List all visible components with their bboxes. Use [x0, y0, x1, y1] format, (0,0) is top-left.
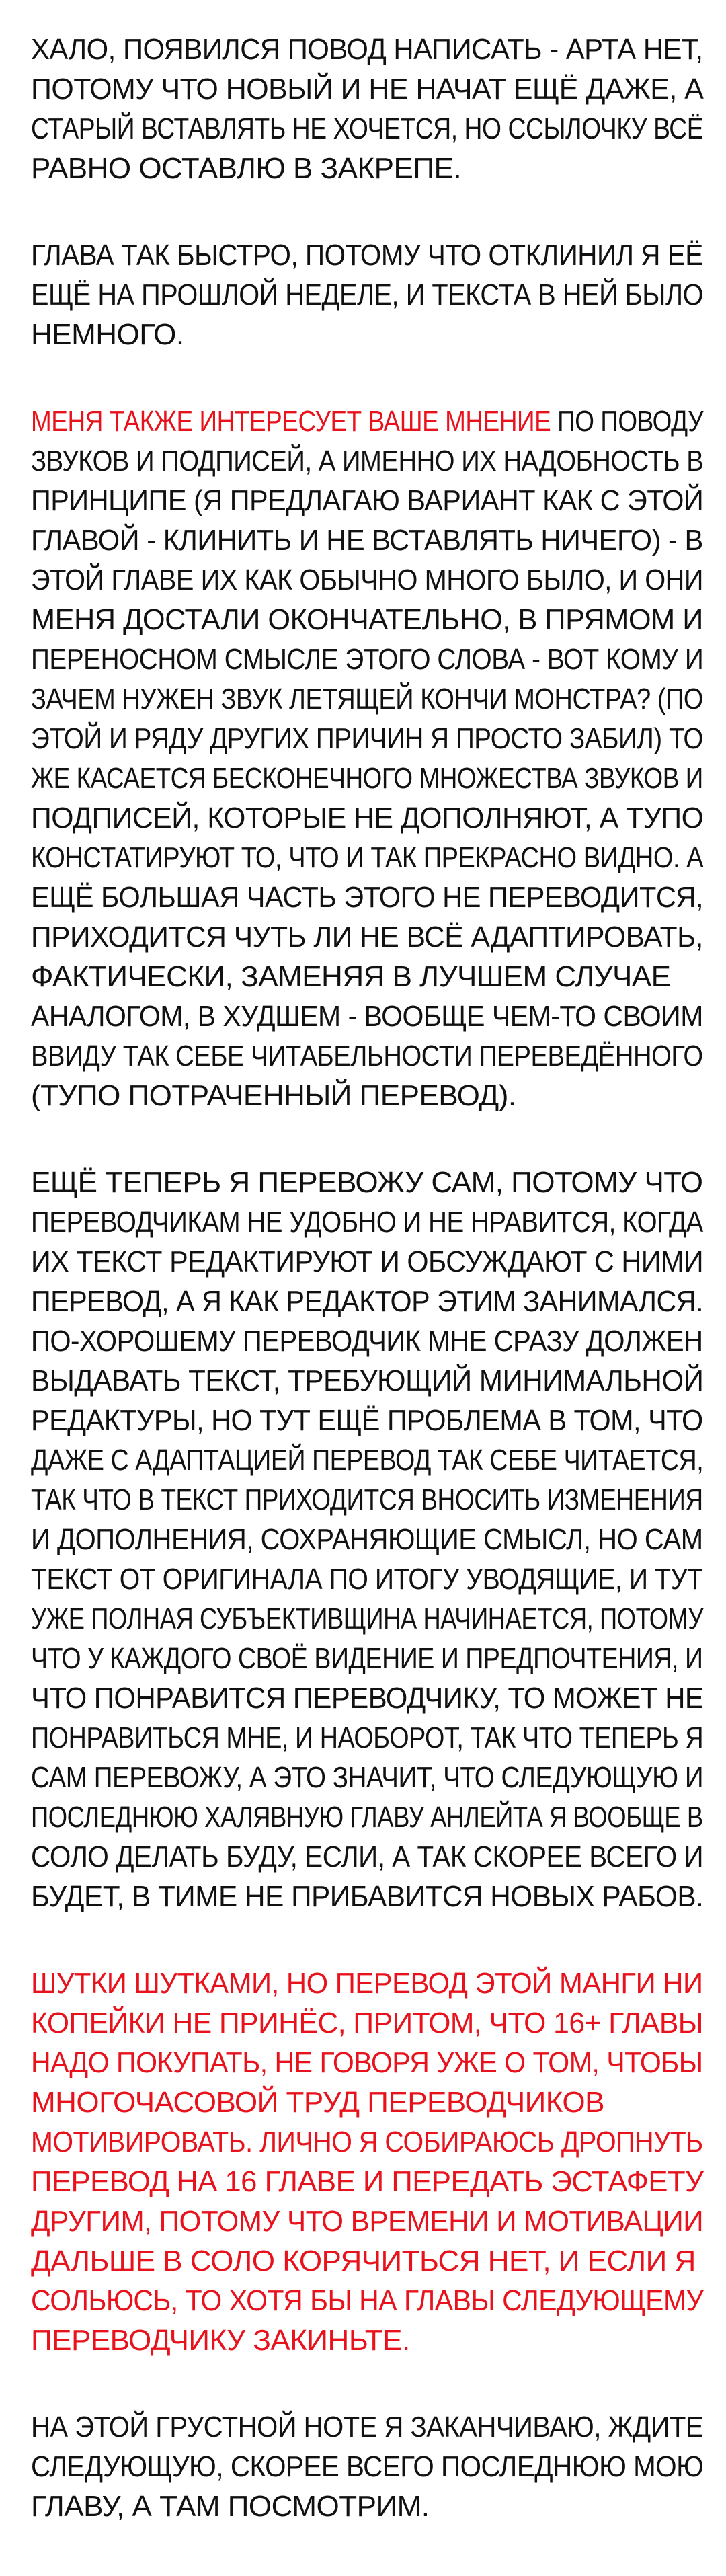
text-line: САМ ПЕРЕВОЖУ, А ЭТО ЗНАЧИТ, ЧТО СЛЕДУЮЩУЮ И	[31, 1761, 704, 1794]
text-line: РЕДАКТУРЫ, НО ТУТ ЕЩЁ ПРОБЛЕМА В ТОМ, ЧТО	[31, 1404, 703, 1437]
text-line: ПЕРЕВОД НА 16 ГЛАВЕ И ПЕРЕДАТЬ ЭСТАФЕТУ	[31, 2165, 704, 2198]
text-line: ПЕРЕВОДЧИКУ ЗАКИНЬТЕ.	[31, 2324, 410, 2357]
text-line	[31, 401, 704, 441]
text-line: ПОСЛЕДНЮЮ ХАЛЯВНУЮ ГЛАВУ АНЛЕЙТА Я ВООБЩЕ В	[31, 1801, 703, 1834]
text-line: ВВИДУ ТАК СЕБЕ ЧИТАБЕЛЬНОСТИ ПЕРЕВЕДЁННОГО	[31, 1040, 703, 1072]
text-line: ЗАЧЕМ НУЖЕН ЗВУК ЛЕТЯЩЕЙ КОНЧИ МОНСТРА? (ПО	[31, 682, 703, 715]
text-line: БУДЕТ, В ТИМЕ НЕ ПРИБАВИТСЯ НОВЫХ РАБОВ.	[31, 1880, 704, 1913]
page-text	[31, 30, 703, 2526]
text-line: ПОТОМУ ЧТО НОВЫЙ И НЕ НАЧАТ ЕЩЁ ДАЖЕ, А	[31, 73, 704, 106]
text-line: СТАРЫЙ ВСТАВЛЯТЬ НЕ ХОЧЕТСЯ, НО ССЫЛОЧКУ ВСЁ	[31, 112, 704, 145]
text-line: (ТУПО ПОТРАЧЕННЫЙ ПЕРЕВОД).	[31, 1079, 516, 1112]
text-line: ЕЩЁ ТЕПЕРЬ Я ПЕРЕВОЖУ САМ, ПОТОМУ ЧТО	[31, 1166, 703, 1199]
text-line: ЕЩЁ БОЛЬШАЯ ЧАСТЬ ЭТОГО НЕ ПЕРЕВОДИТСЯ,	[31, 881, 704, 914]
text-line: МЕНЯ ДОСТАЛИ ОКОНЧАТЕЛЬНО, В ПРЯМОМ И	[31, 603, 703, 636]
paragraph-4	[31, 1163, 703, 1916]
text-line: ЕЩЁ НА ПРОШЛОЙ НЕДЕЛЕ, И ТЕКСТА В НЕЙ БЫЛО	[31, 278, 703, 311]
text-line: ГЛАВУ, А ТАМ ПОСМОТРИМ.	[31, 2490, 430, 2523]
text-line: СЛЕДУЮЩУЮ, СКОРЕЕ ВСЕГО ПОСЛЕДНЮЮ МОЮ	[31, 2450, 704, 2483]
paragraph-2	[31, 235, 703, 354]
text-line: ПЕРЕНОСНОМ СМЫСЛЕ ЭТОГО СЛОВА - ВОТ КОМУ И	[31, 643, 704, 676]
text-line: ДАЛЬШЕ В СОЛО КОРЯЧИТЬСЯ НЕТ, И ЕСЛИ Я	[31, 2245, 696, 2277]
text-line: МОТИВИРОВАТЬ. ЛИЧНО Я СОБИРАЮСЬ ДРОПНУТЬ	[31, 2125, 703, 2158]
text-line: ИХ ТЕКСТ РЕДАКТИРУЮТ И ОБСУЖДАЮТ С НИМИ	[31, 1245, 704, 1278]
text-line: ЭТОЙ И РЯДУ ДРУГИХ ПРИЧИН Я ПРОСТО ЗАБИЛ) ТО	[31, 722, 703, 755]
text-line: ДРУГИМ, ПОТОМУ ЧТО ВРЕМЕНИ И МОТИВАЦИИ	[31, 2205, 704, 2238]
text-line: РАВНО ОСТАВЛЮ В ЗАКРЕПЕ.	[31, 152, 462, 185]
text-line: ГЛАВОЙ - КЛИНИТЬ И НЕ ВСТАВЛЯТЬ НИЧЕГО) - В	[31, 524, 703, 557]
text-line: НЕМНОГО.	[31, 318, 184, 351]
paragraph-6	[31, 2407, 703, 2526]
text-line: НАДО ПОКУПАТЬ, НЕ ГОВОРЯ УЖЕ О ТОМ, ЧТОБЫ	[31, 2046, 703, 2079]
text-line: ЭТОЙ ГЛАВЕ ИХ КАК ОБЫЧНО МНОГО БЫЛО, И ОНИ	[31, 563, 704, 596]
text-line: ПЕРЕВОДЧИКАМ НЕ УДОБНО И НЕ НРАВИТСЯ, КОГДА	[31, 1206, 703, 1239]
text-segment: ПО ПОВОДУ	[551, 405, 704, 438]
text-line: ЧТО У КАЖДОГО СВОЁ ВИДЕНИЕ И ПРЕДПОЧТЕНИЯ, И	[31, 1642, 703, 1675]
text-line: ШУТКИ ШУТКАМИ, НО ПЕРЕВОД ЭТОЙ МАНГИ НИ	[31, 1967, 703, 2000]
text-line: ТЕКСТ ОТ ОРИГИНАЛА ПО ИТОГУ УВОДЯЩИЕ, И ТУТ	[31, 1563, 703, 1596]
paragraph-3	[31, 401, 703, 1116]
text-line: ПОДПИСЕЙ, КОТОРЫЕ НЕ ДОПОЛНЯЮТ, А ТУПО	[31, 802, 704, 834]
text-line: ТАК ЧТО В ТЕКСТ ПРИХОДИТСЯ ВНОСИТЬ ИЗМЕНЕНИЯ	[31, 1483, 703, 1516]
text-line: КОПЕЙКИ НЕ ПРИНЁС, ПРИТОМ, ЧТО 16+ ГЛАВЫ	[31, 2006, 703, 2039]
text-line: СОЛЬЮСЬ, ТО ХОТЯ БЫ НА ГЛАВЫ СЛЕДУЮЩЕМУ	[31, 2284, 704, 2317]
text-line: ПРИХОДИТСЯ ЧУТЬ ЛИ НЕ ВСЁ АДАПТИРОВАТЬ,	[31, 921, 703, 953]
text-line: И ДОПОЛНЕНИЯ, СОХРАНЯЮЩИЕ СМЫСЛ, НО САМ	[31, 1523, 703, 1556]
text-line: АНАЛОГОМ, В ХУДШЕМ - ВООБЩЕ ЧЕМ-ТО СВОИМ	[31, 1000, 703, 1033]
highlight-text: МЕНЯ ТАКЖЕ ИНТЕРЕСУЕТ ВАШЕ МНЕНИЕ	[31, 405, 551, 438]
text-line: ЧТО ПОНРАВИТСЯ ПЕРЕВОДЧИКУ, ТО МОЖЕТ НЕ	[31, 1682, 704, 1715]
text-line: КОНСТАТИРУЮТ ТО, ЧТО И ТАК ПРЕКРАСНО ВИДНО. А	[31, 841, 704, 874]
text-line: ПРИНЦИПЕ (Я ПРЕДЛАГАЮ ВАРИАНТ КАК С ЭТОЙ	[31, 484, 704, 517]
text-line: ДАЖЕ С АДАПТАЦИЕЙ ПЕРЕВОД ТАК СЕБЕ ЧИТАЕТСЯ,	[31, 1444, 704, 1477]
text-line: ПОНРАВИТЬСЯ МНЕ, И НАОБОРОТ, ТАК ЧТО ТЕПЕРЬ Я	[31, 1721, 704, 1754]
paragraph-5	[31, 1963, 703, 2360]
text-line: ПО-ХОРОШЕМУ ПЕРЕВОДЧИК МНЕ СРАЗУ ДОЛЖЕН	[31, 1325, 703, 1358]
text-line: ЖЕ КАСАЕТСЯ БЕСКОНЕЧНОГО МНОЖЕСТВА ЗВУКОВ И	[31, 762, 703, 795]
text-line: ХАЛО, ПОЯВИЛСЯ ПОВОД НАПИСАТЬ - АРТА НЕТ,	[31, 33, 703, 66]
text-line: ЗВУКОВ И ПОДПИСЕЙ, А ИМЕННО ИХ НАДОБНОСТЬ В	[31, 444, 704, 477]
paragraph-1	[31, 30, 703, 188]
text-line: ГЛАВА ТАК БЫСТРО, ПОТОМУ ЧТО ОТКЛИНИЛ Я ЕЁ	[31, 239, 703, 272]
text-line: НА ЭТОЙ ГРУСТНОЙ НОТЕ Я ЗАКАНЧИВАЮ, ЖДИТЕ	[31, 2411, 704, 2444]
text-line: УЖЕ ПОЛНАЯ СУБЪЕКТИВЩИНА НАЧИНАЕТСЯ, ПОТОМУ	[31, 1602, 704, 1635]
text-line: СОЛО ДЕЛАТЬ БУДУ, ЕСЛИ, А ТАК СКОРЕЕ ВСЕГО И	[31, 1840, 704, 1873]
text-line: ВЫДАВАТЬ ТЕКСТ, ТРЕБУЮЩИЙ МИНИМАЛЬНОЙ	[31, 1364, 704, 1397]
text-line: ФАКТИЧЕСКИ, ЗАМЕНЯЯ В ЛУЧШЕМ СЛУЧАЕ	[31, 960, 671, 993]
text-line: МНОГОЧАСОВОЙ ТРУД ПЕРЕВОДЧИКОВ	[31, 2086, 604, 2119]
text-line: ПЕРЕВОД, А Я КАК РЕДАКТОР ЭТИМ ЗАНИМАЛСЯ.	[31, 1285, 704, 1318]
